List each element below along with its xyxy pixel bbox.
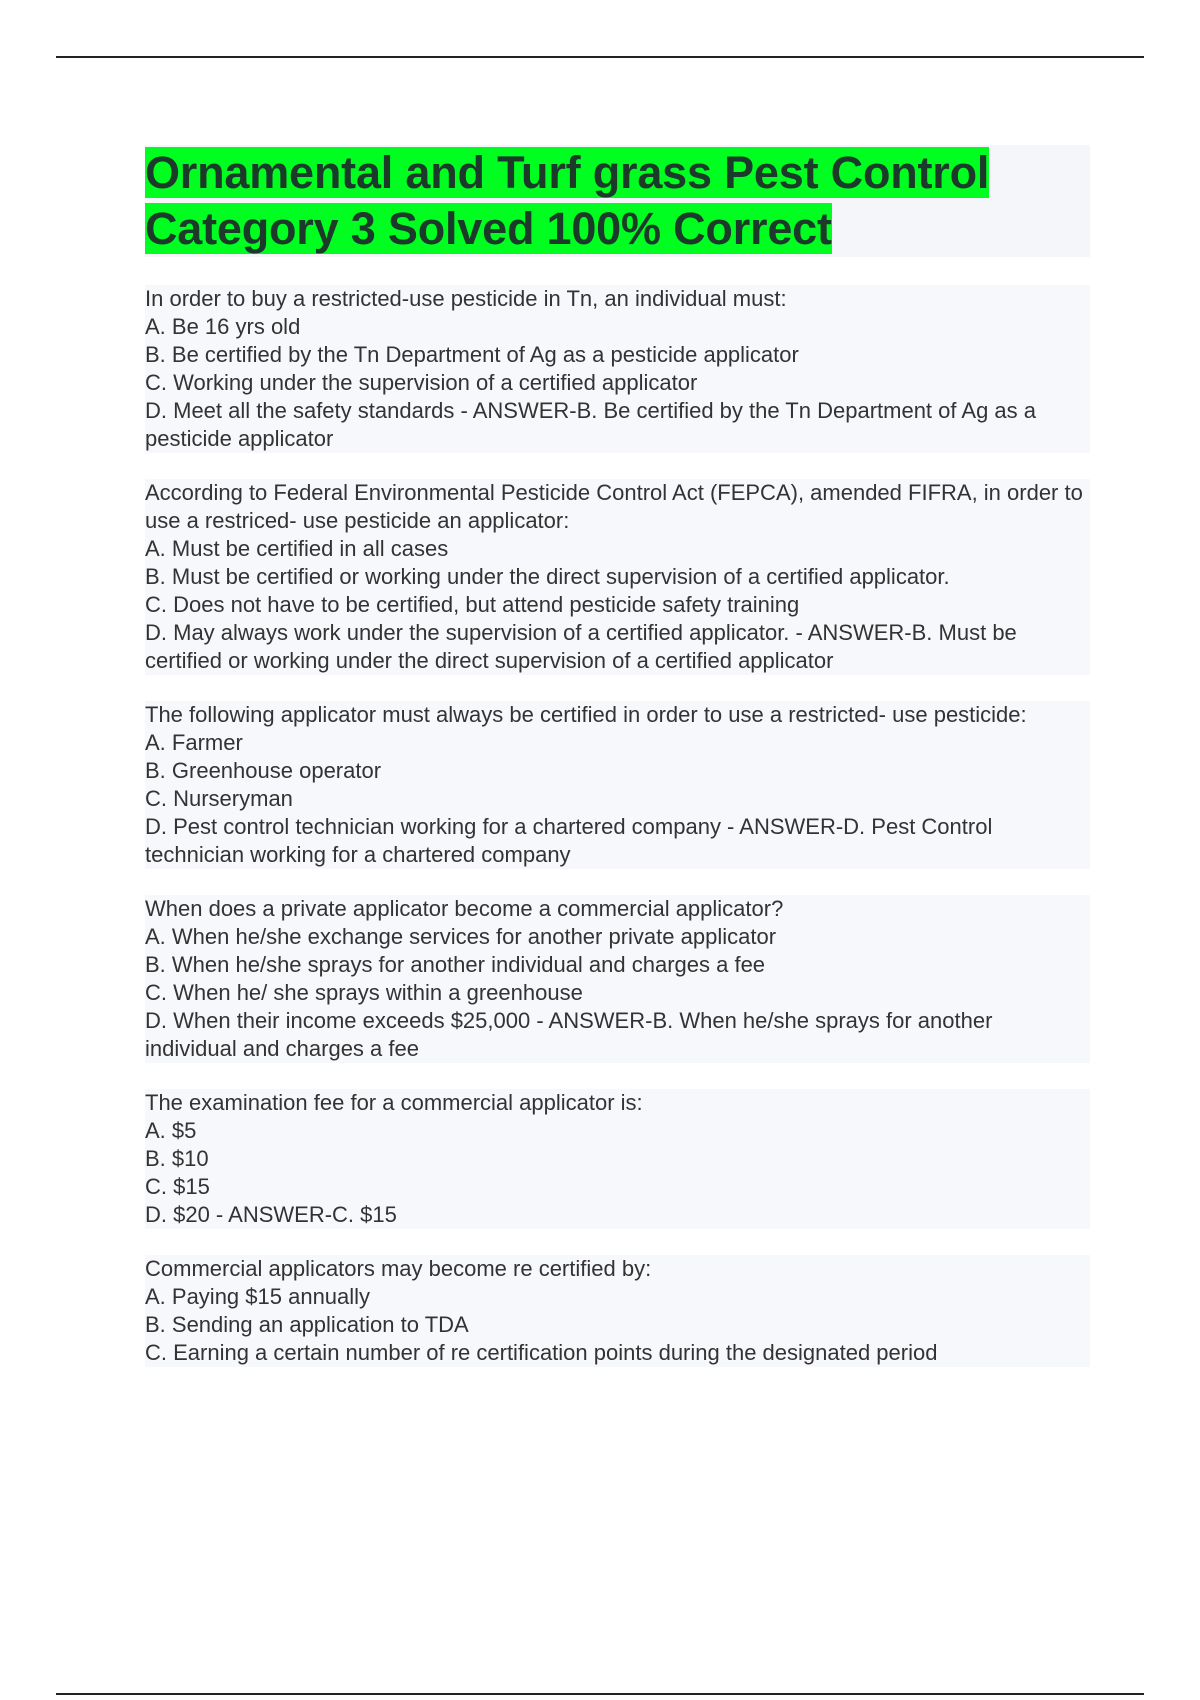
- option-d-answer: D. Meet all the safety standards - ANSWER-B. Be certified by the Tn Department of Ag as a pesticide applicator: [145, 397, 1090, 453]
- option-a: A. Must be certified in all cases: [145, 535, 1090, 563]
- question-block-4: [145, 895, 1090, 1063]
- document-title: Ornamental and Turf grass Pest Control Category 3 Solved 100% Correct: [145, 147, 990, 254]
- option-d-answer: D. Pest control technician working for a chartered company - ANSWER-D. Pest Control technician working for a chartered company: [145, 813, 1090, 869]
- question-block-3: [145, 701, 1090, 869]
- option-b: B. $10: [145, 1145, 1090, 1173]
- option-d-answer: D. May always work under the supervision of a certified applicator. - ANSWER-B. Must be certified or working under the direct supervision of a certified applicator: [145, 619, 1090, 675]
- option-a: A. Farmer: [145, 729, 1090, 757]
- option-a: A. When he/she exchange services for another private applicator: [145, 923, 1090, 951]
- bottom-rule: [56, 1693, 1144, 1695]
- top-rule: [56, 56, 1144, 58]
- question-text: According to Federal Environmental Pesticide Control Act (FEPCA), amended FIFRA, in order to use a restriced- use pesticide an applicator:: [145, 479, 1090, 535]
- option-c: C. $15: [145, 1173, 1090, 1201]
- option-b: B. Greenhouse operator: [145, 757, 1090, 785]
- question-block-5: [145, 1089, 1090, 1229]
- option-a: A. Be 16 yrs old: [145, 313, 1090, 341]
- option-b: B. When he/she sprays for another individual and charges a fee: [145, 951, 1090, 979]
- option-d-answer: D. When their income exceeds $25,000 - ANSWER-B. When he/she sprays for another individual and charges a fee: [145, 1007, 1090, 1063]
- option-a: A. $5: [145, 1117, 1090, 1145]
- option-c: C. When he/ she sprays within a greenhouse: [145, 979, 1090, 1007]
- title-block: [145, 145, 1090, 257]
- question-text: The examination fee for a commercial applicator is:: [145, 1089, 1090, 1117]
- option-a: A. Paying $15 annually: [145, 1283, 1090, 1311]
- option-d-answer: D. $20 - ANSWER-C. $15: [145, 1201, 1090, 1229]
- question-text: The following applicator must always be certified in order to use a restricted- use pesticide:: [145, 701, 1090, 729]
- question-text: When does a private applicator become a commercial applicator?: [145, 895, 1090, 923]
- option-c: C. Earning a certain number of re certification points during the designated period: [145, 1339, 1090, 1367]
- option-c: C. Nurseryman: [145, 785, 1090, 813]
- document-body: [145, 145, 1090, 1393]
- option-c: C. Does not have to be certified, but attend pesticide safety training: [145, 591, 1090, 619]
- question-block-1: [145, 285, 1090, 453]
- question-block-2: [145, 479, 1090, 675]
- option-b: B. Be certified by the Tn Department of Ag as a pesticide applicator: [145, 341, 1090, 369]
- question-block-6: [145, 1255, 1090, 1367]
- option-b: B. Sending an application to TDA: [145, 1311, 1090, 1339]
- question-text: Commercial applicators may become re certified by:: [145, 1255, 1090, 1283]
- option-c: C. Working under the supervision of a certified applicator: [145, 369, 1090, 397]
- question-text: In order to buy a restricted-use pesticide in Tn, an individual must:: [145, 285, 1090, 313]
- option-b: B. Must be certified or working under the direct supervision of a certified applicator.: [145, 563, 1090, 591]
